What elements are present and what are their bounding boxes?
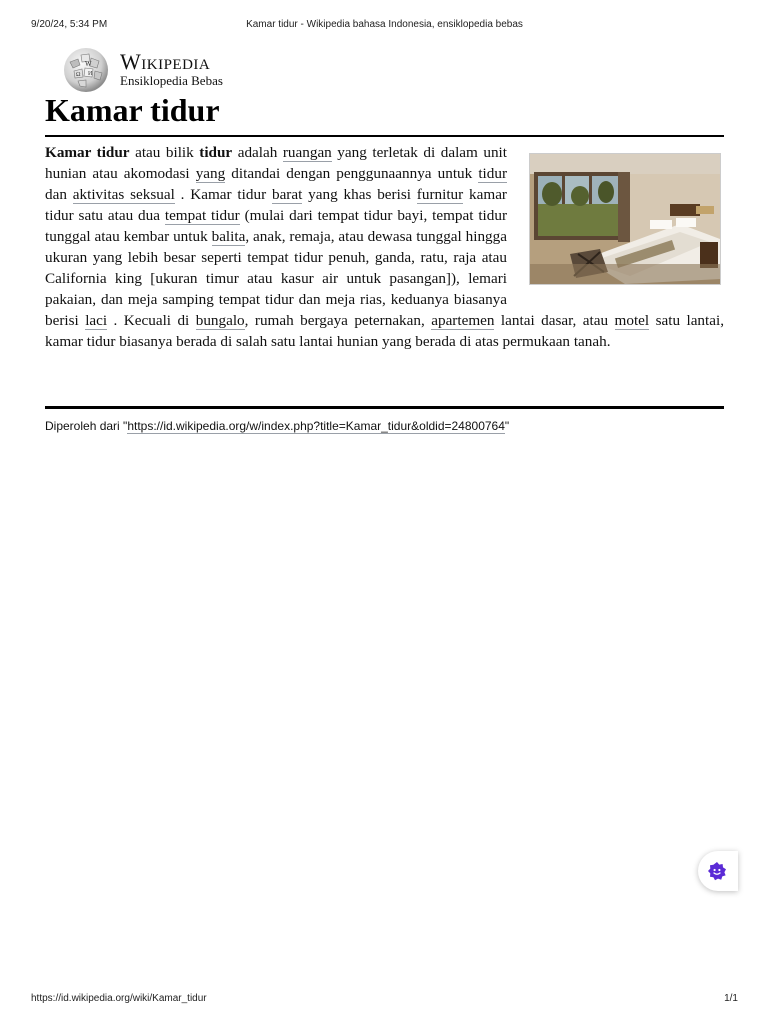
link-motel[interactable]: motel (614, 312, 650, 329)
link-barat[interactable]: barat (271, 186, 303, 203)
assistant-floating-button[interactable] (698, 851, 738, 891)
bold-term-tidur: tidur (199, 144, 233, 161)
svg-text:W: W (85, 60, 92, 68)
link-laci[interactable]: laci (85, 312, 108, 329)
text-run: atau bilik (129, 144, 200, 161)
page-title: Kamar tidur (45, 92, 220, 128)
wikipedia-tagline: Ensiklopedia Bebas (120, 73, 223, 88)
text-run: lantai dasar, atau (494, 312, 615, 329)
text-run: adalah (232, 144, 283, 161)
retrieved-from (45, 419, 509, 433)
text-run: kamar tidur satu atau dua (45, 186, 507, 224)
text-run: yang terletak di dalam unit hunian atau akomodasi (45, 144, 507, 182)
link-bungalo[interactable]: bungalo (195, 312, 245, 329)
text-run: yang khas berisi (302, 186, 417, 203)
print-footer (31, 993, 738, 1007)
title-divider (45, 135, 724, 137)
link-furnitur[interactable]: furnitur (416, 186, 464, 203)
text-run: . Kecuali di (107, 312, 196, 329)
text-run: dan (45, 186, 73, 203)
link-apartemen[interactable]: apartemen (431, 312, 495, 329)
retrieved-suffix: " (504, 419, 510, 433)
text-run: satu lantai, kamar tidur biasanya berada di salah satu lantai hunian yang berada di atas permukaan tanah. (45, 312, 725, 350)
assistant-badge-icon (707, 861, 727, 881)
article-content (45, 142, 724, 352)
link-balita[interactable]: balita (211, 228, 246, 245)
wikipedia-globe-icon (62, 46, 110, 94)
link-ruangan[interactable]: ruangan (282, 144, 332, 161)
text-run: (mulai dari tempat tidur bayi, tempat tidur tunggal atau kembar untuk (45, 207, 508, 245)
bedroom-photo[interactable] (529, 153, 721, 285)
wikipedia-wordmark: Wikipedia (120, 49, 211, 74)
permanent-link[interactable]: https://id.wikipedia.org/w/index.php?title=Kamar_tidur&oldid=24800764 (127, 419, 505, 433)
print-datetime: 9/20/24, 5:34 PM (31, 19, 108, 30)
link-tidur[interactable]: tidur (478, 165, 507, 182)
retrieved-prefix: Diperoleh dari " (45, 419, 128, 433)
link-yang[interactable]: yang (195, 165, 226, 182)
text-run: , anak, remaja, atau dewasa tunggal hingga ukuran yang lebih besar seperti tempat tidur penuh, ganda, ratu, raja atau California king [ukuran timur atau kasur air untuk pasangan]), lemari pakaian, dan meja samping tempat tidur dan meja rias, keduanya biasanya berisi (45, 228, 507, 329)
bedroom-photo-illustration (530, 154, 720, 284)
text-run: , rumah bergaya peternakan, (244, 312, 432, 329)
text-run: ditandai dengan penggunaannya untuk (225, 165, 479, 182)
bold-term-kamar-tidur: Kamar tidur (45, 144, 130, 161)
content-divider (45, 406, 724, 409)
print-footer-url: https://id.wikipedia.org/wiki/Kamar_tidur (31, 993, 207, 1004)
svg-text:Ω: Ω (76, 72, 81, 78)
print-document-title: Kamar tidur - Wikipedia bahasa Indonesia, ensiklopedia bebas (246, 19, 523, 30)
print-header (31, 19, 738, 33)
link-aktivitas-seksual[interactable]: aktivitas seksual (72, 186, 175, 203)
text-run: . Kamar tidur (174, 186, 272, 203)
print-page-number: 1/1 (724, 993, 738, 1004)
link-tempat-tidur[interactable]: tempat tidur (164, 207, 240, 224)
svg-text:И: И (88, 71, 93, 77)
